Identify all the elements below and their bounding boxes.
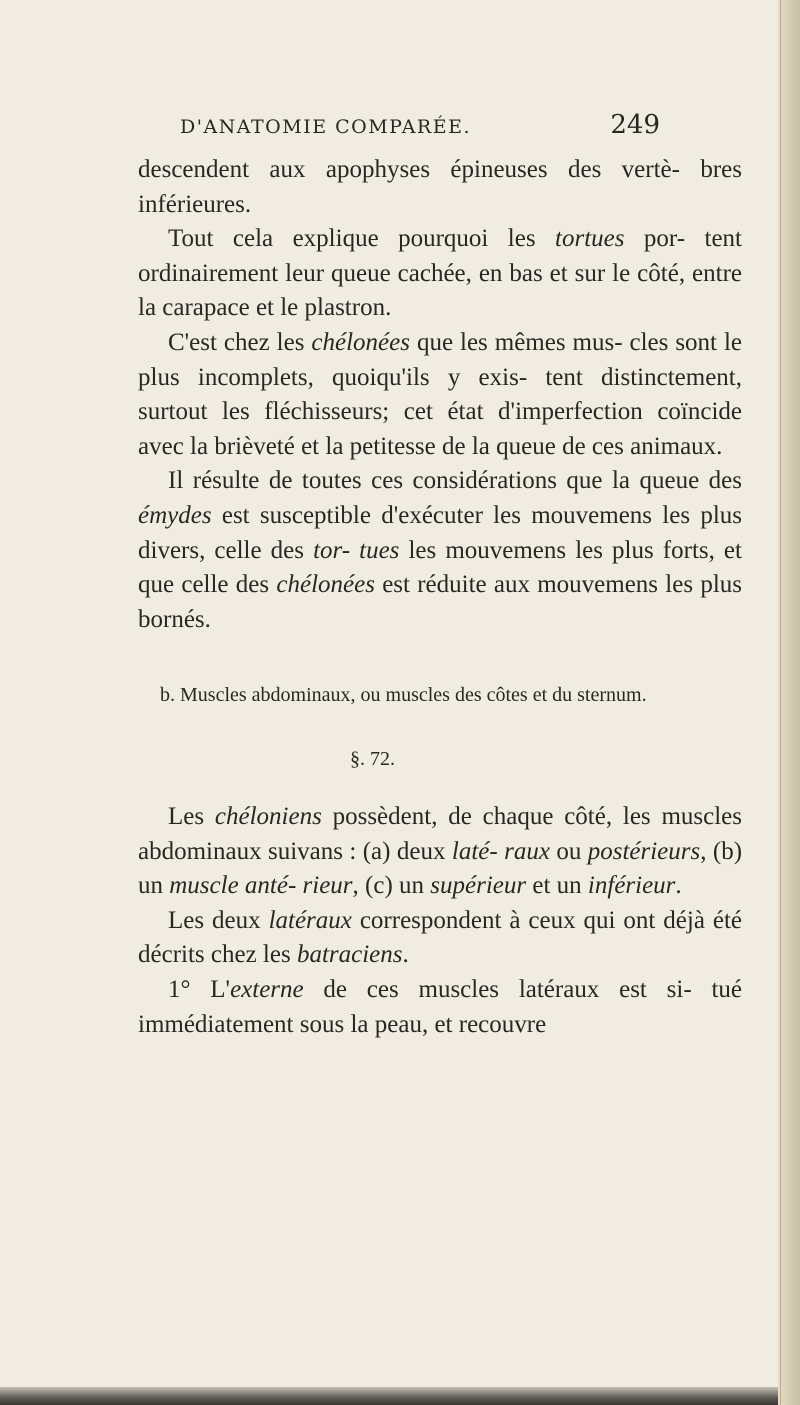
text-block-upper	[138, 153, 742, 637]
paragraph-3: C'est chez les chélonées que les mêmes mus- cles sont le plus incomplets, quoiqu'ils y exis- tent distinctement, surtout les fléchisseurs; cet état d'imperfection coïncide avec la brièveté et la petitesse de la queue de ces animaux.	[138, 328, 743, 460]
paragraph-6: Les deux latéraux correspondent à ceux qui ont déjà été décrits chez les batraciens.	[138, 906, 742, 969]
running-head: D'ANATOMIE COMPARÉE.	[180, 116, 472, 138]
paragraph-5: Les chéloniens possèdent, de chaque côté, les muscles abdominaux suivans : (a) deux laté- raux ou postérieurs, (b) un muscle anté- rieur, (c) un supérieur et un inférieur.	[138, 803, 743, 900]
section-title: b. Muscles abdominaux, ou muscles des côtes et du sternum.	[160, 684, 647, 706]
section-number: §. 72.	[350, 748, 395, 770]
page-header	[180, 106, 660, 146]
page-number: 249	[610, 110, 660, 140]
text-block-lower	[138, 800, 742, 1042]
paragraph-7: 1° L'externe de ces muscles latéraux est si- tué immédiatement sous la peau, et recouvre	[138, 975, 742, 1038]
paragraph-4: Il résulte de toutes ces considérations que la queue des émydes est susceptible d'exécuter les mouvemens les plus divers, celle des tor- tues les mouvemens les plus forts, et que celle des chélonées est réduite aux mouvemens les plus bornés.	[138, 467, 742, 633]
paragraph-2: Tout cela explique pourquoi les tortues por- tent ordinairement leur queue cachée, en bas et sur le côté, entre la carapace et le plastron.	[138, 225, 742, 322]
paragraph-1: descendent aux apophyses épineuses des vertè- bres inférieures.	[138, 156, 742, 218]
scan-bottom-edge	[0, 1387, 778, 1405]
page-edge	[778, 0, 800, 1405]
